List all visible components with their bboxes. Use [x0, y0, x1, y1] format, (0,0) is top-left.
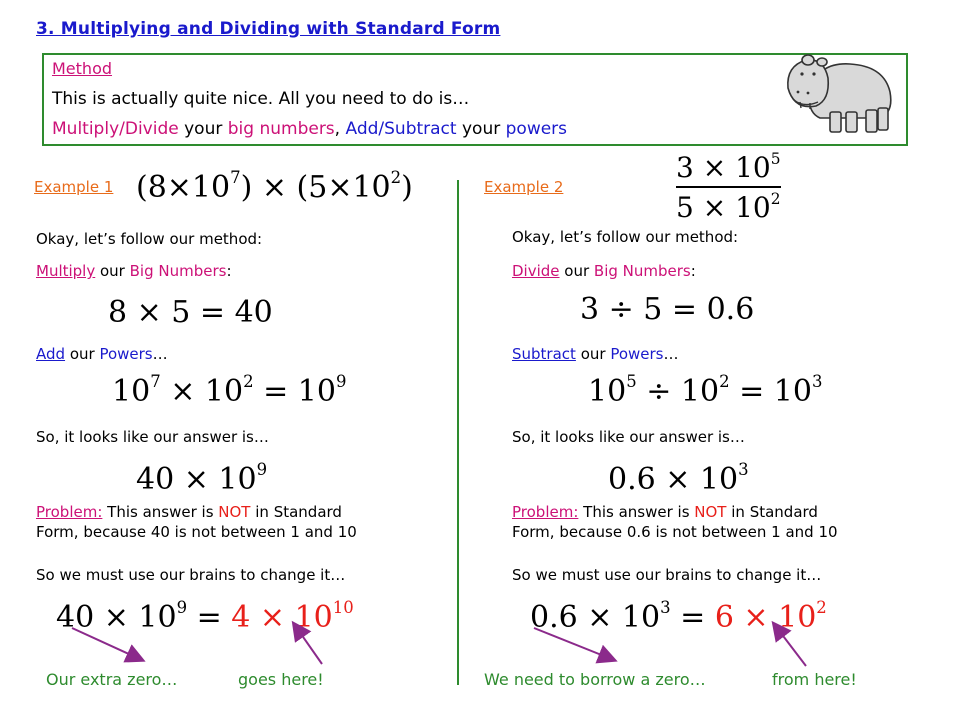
instr-add-subtract: Add/Subtract: [345, 119, 457, 139]
example-1-caption-right: goes here!: [238, 670, 324, 689]
example-1-caption-left: Our extra zero…: [46, 670, 178, 689]
example-2-final: $0.6 \times 10^3 = 6 \times 10^2$: [530, 598, 827, 636]
instr-text: ,: [334, 119, 346, 139]
example-2-brains: So we must use our brains to change it…: [512, 566, 822, 584]
arrow-icon: [774, 624, 806, 666]
example-1-answer: $40 \times 10^9$: [136, 460, 268, 498]
column-divider: [457, 180, 459, 685]
example-1-label: Example 1: [34, 178, 114, 196]
example-2-step2: Subtract our Powers…: [512, 345, 679, 363]
example-1-final: $40 \times 10^9 = 4 \times 10^{10}$: [56, 598, 354, 636]
instr-text: your: [456, 119, 506, 139]
example-1-answer-intro: So, it looks like our answer is…: [36, 428, 269, 446]
instr-big-numbers: big numbers: [227, 119, 335, 139]
example-2-calc-numbers: 3 ÷ 5 = 0.6: [580, 292, 755, 327]
hippo-cartoon-icon: [780, 48, 898, 140]
example-1-brains: So we must use our brains to change it…: [36, 566, 346, 584]
example-2-caption-left: We need to borrow a zero…: [484, 670, 706, 689]
example-2-problem: $\frac{3 \times 10^5}{5 \times 10^2}$: [676, 150, 781, 225]
method-label: Method: [52, 59, 113, 78]
example-2-answer-intro: So, it looks like our answer is…: [512, 428, 745, 446]
instr-powers: powers: [505, 119, 568, 139]
example-2-intro: Okay, let’s follow our method:: [512, 228, 739, 246]
example-2-arrows: [520, 620, 820, 670]
method-instruction: [52, 119, 567, 139]
instr-text: your: [178, 119, 228, 139]
arrow-icon: [534, 628, 614, 660]
example-2-answer: $0.6 \times 10^3$: [608, 460, 749, 498]
example-1-calc-numbers: 8 × 5 = 40: [108, 295, 273, 330]
example-1-intro: Okay, let’s follow our method:: [36, 230, 263, 248]
example-1-problem-note: Problem: This answer is NOT in Standard Form, because 40 is not between 1 and 10: [36, 503, 357, 541]
example-2-caption-right: from here!: [772, 670, 857, 689]
example-2-problem-note: Problem: This answer is NOT in Standard Form, because 0.6 is not between 1 and 10: [512, 503, 838, 541]
arrow-icon: [72, 628, 142, 660]
page-title: 3. Multiplying and Dividing with Standard Form: [36, 19, 501, 39]
arrow-icon: [294, 624, 322, 664]
example-1-step1: Multiply our Big Numbers:: [36, 262, 232, 280]
example-1-problem: $(8\times 10^7) \times (5\times 10^2)$: [136, 168, 413, 206]
example-2-step1: Divide our Big Numbers:: [512, 262, 696, 280]
method-description: This is actually quite nice. All you need to do is…: [52, 89, 470, 109]
example-1-step2: Add our Powers…: [36, 345, 168, 363]
example-2-calc-powers: $10^5 \div 10^2 = 10^3$: [588, 372, 823, 410]
instr-multiply-divide: Multiply/Divide: [52, 119, 179, 139]
example-1-calc-powers: $10^7 \times 10^2 = 10^9$: [112, 372, 347, 410]
example-1-arrows: [60, 620, 350, 670]
example-2-label: Example 2: [484, 178, 564, 196]
